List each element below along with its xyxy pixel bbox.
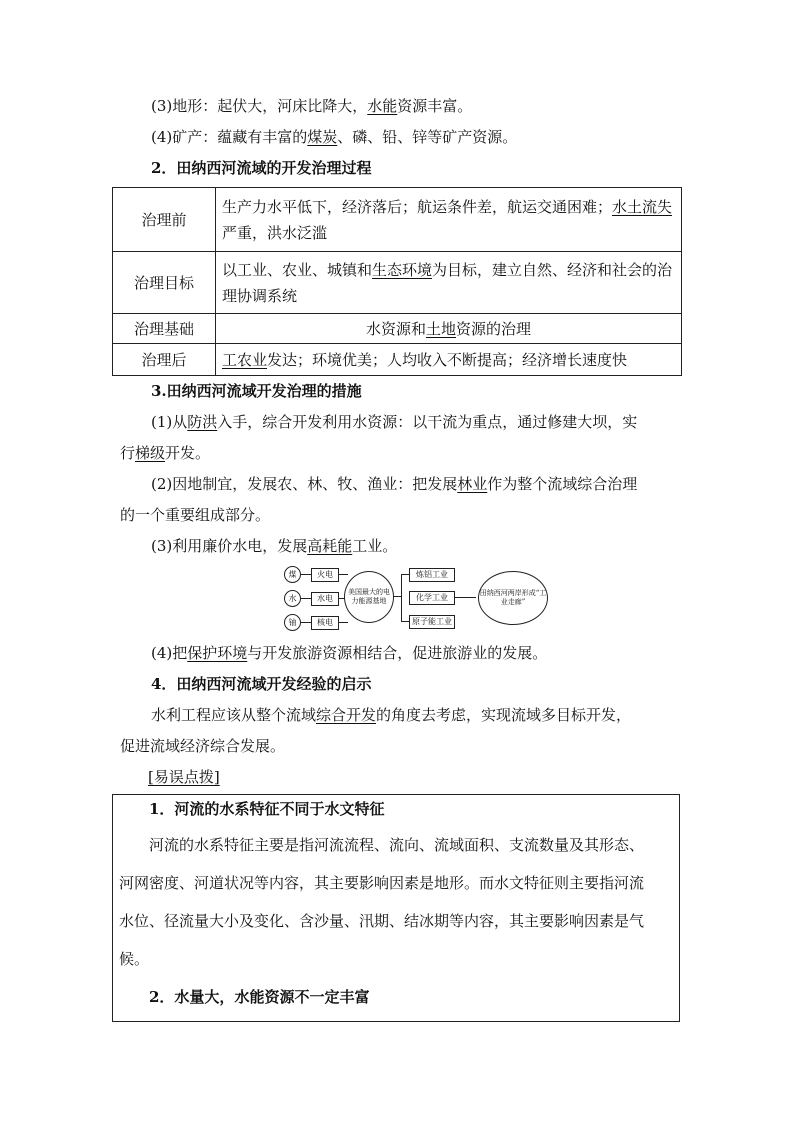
text: (4)把: [151, 644, 188, 662]
text: 工业。: [352, 537, 398, 555]
row-header: 治理目标: [113, 252, 216, 314]
arrow: [338, 574, 348, 575]
measure-4: [151, 643, 547, 663]
arrow: [393, 596, 401, 597]
section-heading-4: 4．田纳西河流域开发经验的启示: [151, 675, 372, 693]
hydro-power-box: 水电: [311, 592, 339, 606]
text: 行: [120, 444, 136, 462]
table-row: [113, 314, 682, 344]
text: 以工业、农业、城镇和: [222, 260, 373, 279]
governance-table: [112, 187, 682, 376]
measure-1-cont: [120, 443, 210, 463]
nuclear-power-box: 核电: [311, 616, 339, 630]
measure-2-cont: 的一个重要组成部分。: [120, 506, 271, 524]
measure-2: [151, 474, 637, 494]
thermal-power-box: 火电: [311, 568, 339, 582]
arrow: [338, 622, 348, 623]
tip-paragraph-line: 水位、径流量大小及变化、含沙量、汛期、结冰期等内容，其主要影响因素是气: [119, 912, 645, 930]
tip-title-1: 1．河流的水系特征不同于水文特征: [149, 800, 385, 818]
text: 入手，综合开发利用水资源：以干流为重点，通过修建大坝，实: [217, 413, 638, 431]
minerals-line: [151, 127, 517, 147]
text: (3)利用廉价水电，发展: [151, 537, 308, 555]
atomic-industry-box: 原子能工业: [409, 615, 455, 629]
tip-label: [148, 767, 220, 787]
text: (3)地形：起伏大，河床比降大，: [151, 97, 368, 115]
row-content: [216, 314, 682, 344]
section-heading-3: 3.田纳西河流域开发治理的措施: [151, 382, 362, 400]
text: 、磷、铅、锌等矿产资源。: [337, 128, 518, 146]
text: 资源丰富。: [397, 97, 473, 115]
text: 水资源和: [365, 319, 426, 338]
table-row: [113, 252, 682, 314]
measure-1: [151, 412, 637, 432]
text: 严重，洪水泛滥: [222, 223, 328, 242]
measure-3: [151, 536, 397, 556]
connector: [301, 598, 311, 599]
connector: [301, 574, 311, 575]
chemical-industry-box: 化学工业: [409, 591, 455, 605]
underlined-term: 水土流失: [612, 197, 673, 216]
tip-title-2: 2．水量大，水能资源不一定丰富: [149, 988, 370, 1006]
terrain-line: [151, 96, 472, 116]
row-content: [216, 344, 682, 376]
row-header: 治理前: [113, 188, 216, 252]
underlined-term: 综合开发: [316, 706, 377, 724]
underlined-term: 水能: [367, 97, 398, 115]
tip-paragraph-line: 河流的水系特征主要是指河流流程、流向、流域面积、支流数量及其形态、: [149, 836, 645, 854]
text: 发达；环境优美；人均收入不断提高；经济增长速度快: [267, 350, 628, 369]
industrial-corridor-circle: 田纳西河两岸形成“工业走廊”: [478, 571, 548, 625]
aluminium-industry-box: 炼铝工业: [409, 568, 455, 582]
underlined-label: [易误点拨]: [148, 768, 220, 786]
underlined-term: 工农业: [222, 350, 268, 369]
underlined-term: 生态环境: [372, 260, 433, 279]
text: 作为整个流域综合治理: [487, 475, 638, 493]
text: (2)因地制宜，发展农、林、牧、渔业：把发展: [151, 475, 458, 493]
underlined-term: 土地: [425, 319, 456, 338]
text: 与开发旅游资源相结合，促进旅游业的发展。: [247, 644, 548, 662]
text: 开发。: [165, 444, 211, 462]
coal-source: 煤: [284, 566, 301, 583]
underlined-term: 梯级: [135, 444, 166, 462]
lesson-line-2: 促进流域经济综合发展。: [120, 737, 286, 755]
water-source: 水: [284, 590, 301, 607]
text: 为目标，建立自然、经济和社会的治理协调系统: [222, 260, 673, 305]
section-heading-2: 2．田纳西河流域的开发治理过程: [151, 159, 372, 177]
underlined-term: 防洪: [187, 413, 218, 431]
underlined-term: 煤炭: [307, 128, 338, 146]
arrow: [454, 597, 476, 598]
power-base-circle: 美国最大的电力能源基地: [344, 571, 394, 623]
tip-paragraph-line: 河网密度、河道状况等内容，其主要影响因素是地形。而水文特征则主要指河流: [119, 874, 645, 892]
uranium-source: 铀: [284, 614, 301, 631]
energy-industry-diagram: [282, 563, 550, 633]
text: 生产力水平低下，经济落后；航运条件差，航运交通困难；: [222, 197, 613, 216]
underlined-term: 高耗能: [307, 537, 353, 555]
underlined-term: 林业: [457, 475, 488, 493]
row-header: 治理基础: [113, 314, 216, 344]
row-header: 治理后: [113, 344, 216, 376]
row-content: [216, 188, 682, 252]
text: (1)从: [151, 413, 188, 431]
underlined-term: 保护环境: [187, 644, 248, 662]
tip-box: [112, 794, 680, 1022]
text: (4)矿产：蕴藏有丰富的: [151, 128, 308, 146]
tip-paragraph-line: 候。: [119, 950, 150, 968]
row-content: [216, 252, 682, 314]
text: 的角度去考虑，实现流域多目标开发，: [376, 706, 632, 724]
text: 水利工程应该从整个流域: [151, 706, 317, 724]
table-row: [113, 344, 682, 376]
connector: [301, 622, 311, 623]
lesson-line-1: [151, 705, 631, 725]
text: 资源的治理: [456, 319, 532, 338]
table-row: [113, 188, 682, 252]
